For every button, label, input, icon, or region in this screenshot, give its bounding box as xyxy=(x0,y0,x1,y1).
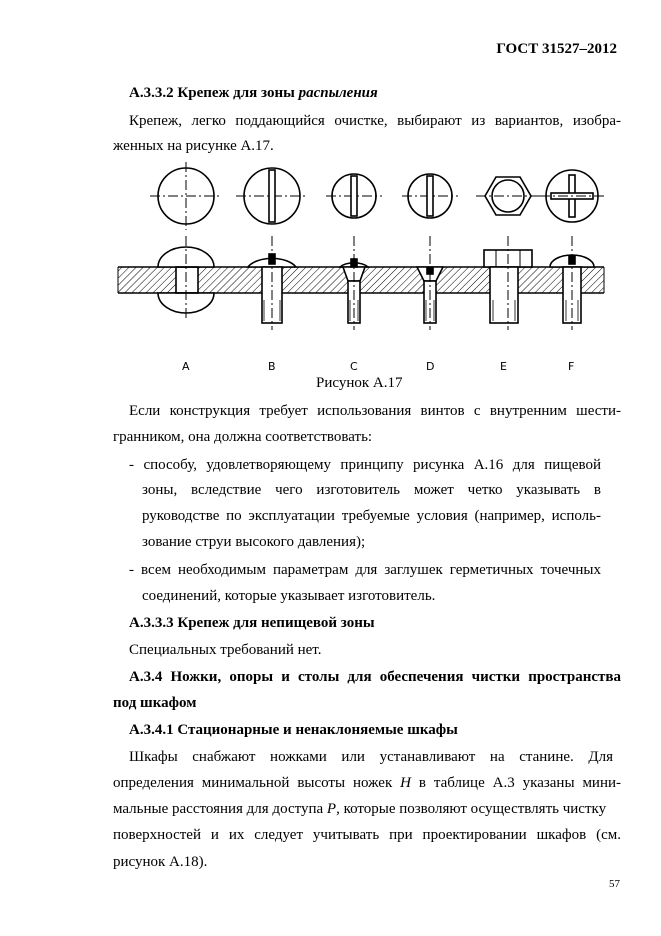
paragraph-line: поверхностей и их следует учитывать при проектировании шкафов (см. xyxy=(113,827,621,843)
section-title: Крепеж для зоны xyxy=(177,85,295,101)
figure-label-d: D xyxy=(426,360,435,373)
figure-caption: Рисунок А.17 xyxy=(316,375,403,391)
paragraph-line: женных на рисунке А.17. xyxy=(113,138,274,154)
fastener-b-top-view xyxy=(236,168,308,224)
section-heading-a333: А.3.3.3 Крепеж для непищевой зоны xyxy=(129,615,375,631)
list-item-line: - способу, удовлетворяющему принципу рисунка А.16 для пищевой xyxy=(129,457,601,473)
text-run: в таблице А.3 указаны мини- xyxy=(418,775,622,791)
document-code: ГОСТ 31527–2012 xyxy=(496,41,617,57)
fastener-f-top-view xyxy=(540,170,604,222)
list-item-line: руководстве по эксплуатации требуемые условия (например, исполь- xyxy=(142,508,601,524)
section-title-italic: распыления xyxy=(298,85,378,101)
variable-h: H xyxy=(400,775,411,791)
list-item-line: зоны, вследствие чего изготовитель может четко указывать в xyxy=(142,482,601,498)
text-run: , которые позволяют осуществлять чистку xyxy=(336,801,607,817)
fastener-c-top-view xyxy=(326,174,382,218)
paragraph-line xyxy=(113,774,621,792)
paragraph-line: Специальных требований нет. xyxy=(129,642,322,658)
figure-label-a: A xyxy=(182,360,190,373)
paragraph-line: гранником, она должна соответствовать: xyxy=(113,429,373,445)
fastener-e-top-view xyxy=(476,177,540,215)
text-run: мальные расстояния для доступа xyxy=(113,801,324,817)
fastener-d-top-view xyxy=(402,174,458,218)
fastener-a-top-view xyxy=(150,162,222,230)
figure-label-c: C xyxy=(350,360,358,373)
section-heading-a34: А.3.4 Ножки, опоры и столы для обеспечения чистки пространства xyxy=(129,669,621,685)
list-item-line: - всем необходимым параметрам для заглушек герметичных точечных xyxy=(129,562,601,578)
section-heading-a34-cont: под шкафом xyxy=(113,695,197,711)
fastener-figure xyxy=(0,0,661,400)
text-run: определения минимальной высоты ножек xyxy=(113,775,393,791)
variable-p: P xyxy=(326,801,337,817)
figure-label-f: F xyxy=(568,360,575,373)
list-item-line: зование струи высокого давления); xyxy=(142,534,366,550)
figure-label-e: E xyxy=(500,360,507,373)
paragraph-line xyxy=(113,800,606,818)
figure-label-b: B xyxy=(268,360,276,373)
page-number: 57 xyxy=(609,878,620,890)
paragraph-line: Крепеж, легко поддающийся очистке, выбирают из вариантов, изобра- xyxy=(129,113,621,129)
section-heading-a341: А.3.4.1 Стационарные и ненаклоняемые шкафы xyxy=(129,722,458,738)
paragraph-line: рисунок А.18). xyxy=(113,854,208,870)
paragraph-line: Шкафы снабжают ножками или устанавливают на станине. Для xyxy=(129,749,613,765)
paragraph-line: Если конструкция требует использования винтов с внутренним шести- xyxy=(129,403,621,419)
list-item-line: соединений, которые указывает изготовитель. xyxy=(142,588,436,604)
section-number: А.3.3.2 xyxy=(129,85,174,101)
